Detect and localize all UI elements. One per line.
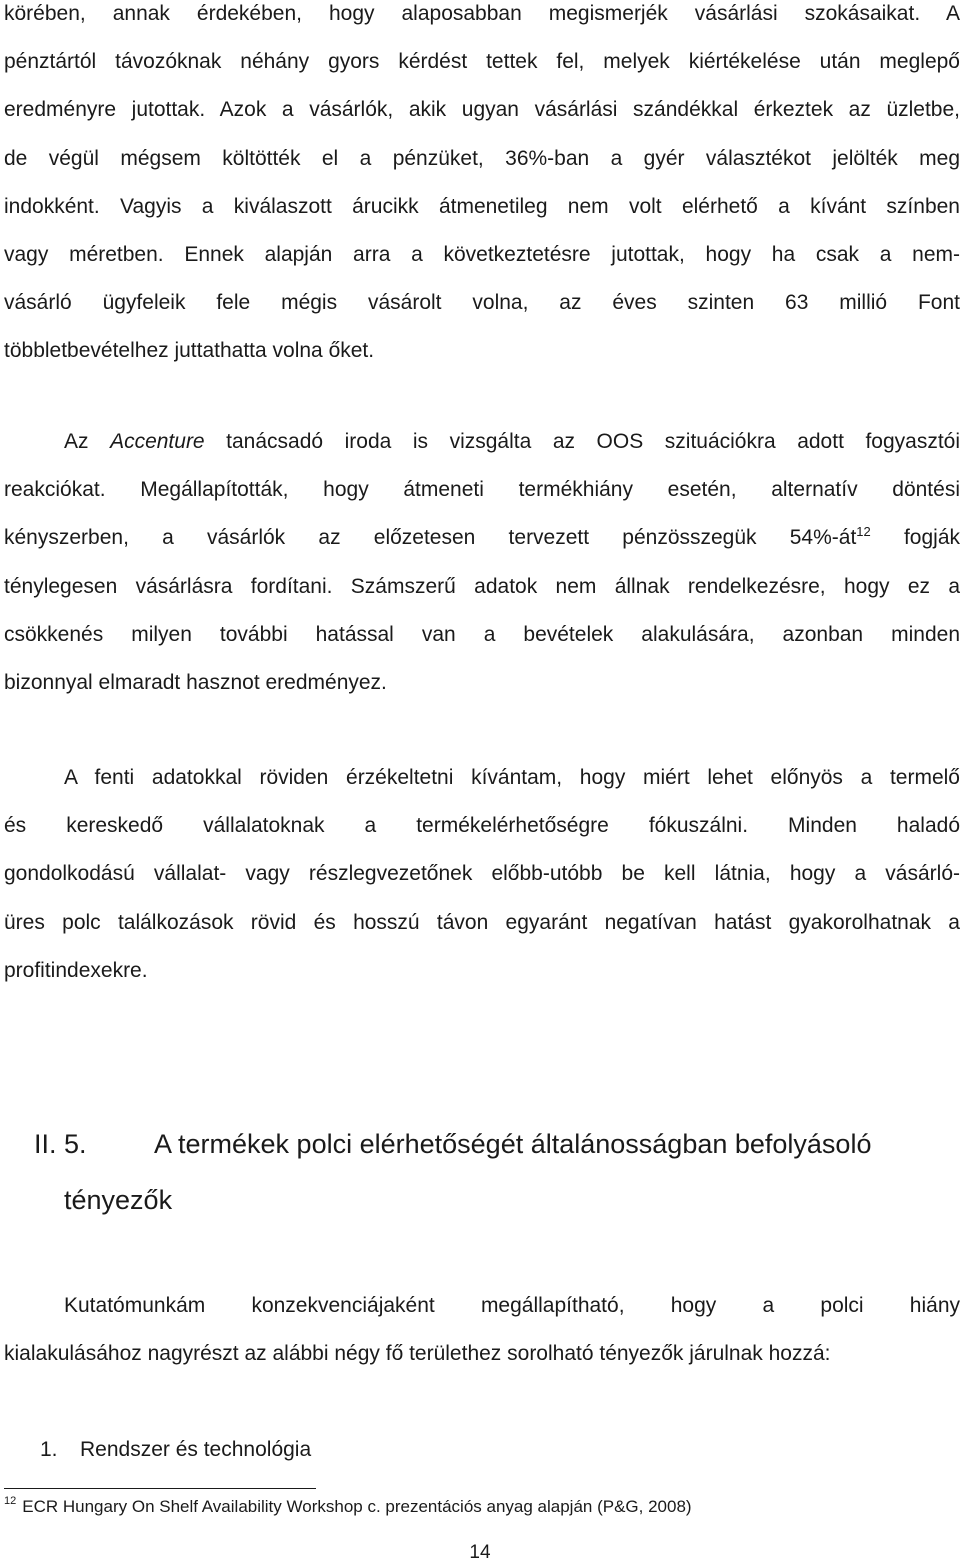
paragraph-conclusion bbox=[4, 754, 960, 995]
text-line: Kutatómunkám konzekvenciájaként megállapítható, hogy a polci hiány bbox=[64, 1294, 960, 1317]
paragraph-factors-intro bbox=[4, 1282, 960, 1378]
text-line: vagy méretben. Ennek alapján arra a következtetésre jutottak, hogy ha csak a nem- bbox=[4, 243, 960, 267]
text-line: gondolkodású vállalat- vagy részlegvezetőnek előbb-utóbb be kell látnia, hogy a vásárló- bbox=[4, 862, 960, 886]
text-line: vásárló ügyfeleik fele mégis vásárolt volna, az éves szinten 63 millió Font bbox=[4, 291, 960, 315]
list-item bbox=[40, 1428, 311, 1472]
footnote-separator bbox=[4, 1488, 316, 1489]
text-line: csökkenés milyen további hatással van a bevételek alakulására, azonban minden bbox=[4, 622, 960, 646]
text-segment: Az bbox=[64, 430, 111, 453]
section-title-line: A termékek polci elérhetőségét általánosságban befolyásoló bbox=[154, 1129, 872, 1159]
text-line: többletbevételhez juttathatta volna őket. bbox=[4, 339, 375, 363]
text-line: üres polc találkozások rövid és hosszú távon egyaránt negatívan hatást gyakorolhatnak a bbox=[4, 910, 960, 934]
company-name: Accenture bbox=[110, 430, 205, 453]
text-line: ténylegesen vásárlásra fordítani. Számszerű adatok nem állnak rendelkezésre, hogy ez a bbox=[4, 574, 960, 598]
footnote-reference[interactable]: 12 bbox=[856, 524, 871, 540]
text-line: eredményre jutottak. Azok a vásárlók, akik ugyan vásárlási szándékkal érkeztek az üzletbe, bbox=[4, 98, 960, 122]
footnote-text: ECR Hungary On Shelf Availability Workshop c. prezentációs anyag alapján (P&G, 2008) bbox=[22, 1497, 692, 1516]
text-line: kialakulásához nagyrészt az alábbi négy fő területhez sorolható tényezők járulnak hozzá: bbox=[4, 1342, 831, 1366]
text-line: de végül mégsem költötték el a pénzüket, 36%-ban a gyér választékot jelölték meg bbox=[4, 146, 960, 170]
text-line: reakciókat. Megállapították, hogy átmeneti termékhiány esetén, alternatív döntési bbox=[4, 478, 960, 502]
text-segment: fogják bbox=[870, 526, 960, 550]
text-line: bizonnyal elmaradt hasznot eredményez. bbox=[4, 671, 387, 695]
footnote-marker: 12 bbox=[4, 1495, 17, 1507]
text-line: profitindexekre. bbox=[4, 958, 148, 982]
text-segment: tanácsadó iroda is vizsgálta az OOS szituációkra adott fogyasztói bbox=[204, 430, 960, 453]
text-line: indokként. Vagyis a kiválaszott árucikk átmenetileg nem volt elérhető a kívánt színben bbox=[4, 194, 960, 218]
text-line: körében, annak érdekében, hogy alaposabban megismerjék vásárlási szokásaikat. A bbox=[4, 2, 960, 25]
section-title-line: tényezők bbox=[64, 1185, 173, 1215]
list-item-text: Rendszer és technológia bbox=[80, 1438, 312, 1461]
text-line: pénztártól távozóknak néhány gyors kérdést tettek fel, melyek kiértékelése után meglepő bbox=[4, 50, 960, 74]
page-number: 14 bbox=[469, 1542, 491, 1563]
section-heading bbox=[34, 1116, 934, 1228]
text-segment: kényszerben, a vásárlók az előzetesen tervezett pénzösszegük 54%-át bbox=[4, 526, 857, 550]
section-number: II. 5. bbox=[34, 1129, 87, 1159]
paragraph-oos-survey bbox=[4, 0, 960, 376]
footnote bbox=[4, 1492, 692, 1522]
text-line: A fenti adatokkal röviden érzékeltetni kívántam, hogy miért lehet előnyös a termelő bbox=[64, 766, 960, 789]
text-line: és kereskedő vállalatoknak a termékelérhetőségre fókuszálni. Minden haladó bbox=[4, 814, 960, 838]
text-line bbox=[4, 514, 960, 562]
text-line bbox=[4, 418, 960, 466]
list-number: 1. bbox=[40, 1438, 58, 1461]
paragraph-accenture bbox=[4, 418, 960, 707]
